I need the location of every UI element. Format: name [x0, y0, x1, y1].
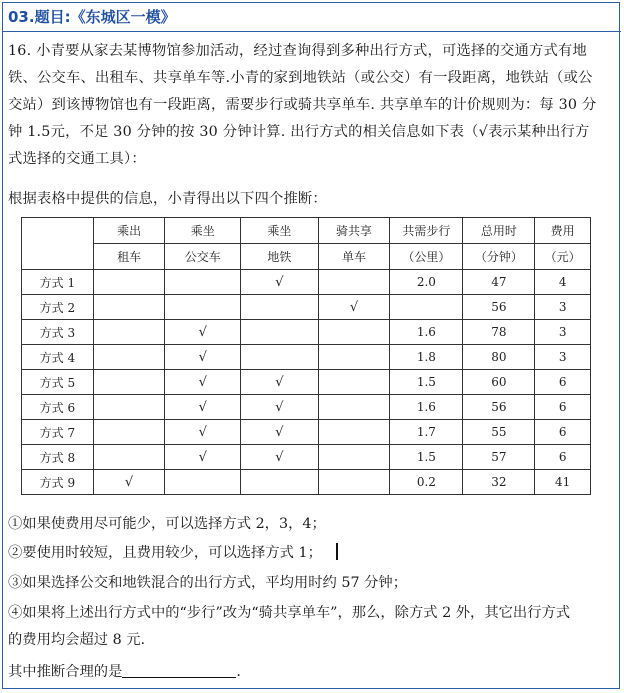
- row-name: 方式 9: [22, 470, 94, 495]
- header-corner: [22, 218, 94, 270]
- cell-time: 47: [463, 270, 535, 295]
- statement-1: ①如果使费用尽可能少，可以选择方式 2，3，4；: [8, 516, 326, 532]
- table-row: [22, 470, 591, 495]
- cell-subway: √: [241, 420, 319, 445]
- cell-time: 60: [463, 370, 535, 395]
- table-row: [22, 345, 591, 370]
- cell-cost: 3: [535, 345, 591, 370]
- header-bus: 乘坐: [165, 218, 241, 244]
- cell-bus: √: [165, 370, 241, 395]
- cell-bus: [165, 470, 241, 495]
- header-bike: 骑共享: [318, 218, 390, 244]
- table-row: [22, 420, 591, 445]
- table-header-row-1: [22, 218, 591, 244]
- cell-bus: √: [165, 345, 241, 370]
- cell-cost: 4: [535, 270, 591, 295]
- cell-walk: 1.8: [390, 345, 463, 370]
- cell-time: 57: [463, 445, 535, 470]
- header-walk-line2: （公里）: [390, 244, 463, 270]
- table-row: [22, 445, 591, 470]
- cell-time: 80: [463, 345, 535, 370]
- cell-time: 32: [463, 470, 535, 495]
- cell-bike: [318, 420, 390, 445]
- cell-cost: 6: [535, 445, 591, 470]
- row-name: 方式 3: [22, 320, 94, 345]
- cell-cost: 6: [535, 395, 591, 420]
- question-lead: 根据表格中提供的信息，小青得出以下四个推断：: [8, 191, 327, 207]
- cell-walk: [390, 295, 463, 320]
- cell-taxi: √: [93, 470, 165, 495]
- header-time: 总用时: [463, 218, 535, 244]
- cell-bike: [318, 395, 390, 420]
- table-row: [22, 270, 591, 295]
- header-time-line2: （分钟）: [463, 244, 535, 270]
- cell-subway: √: [241, 445, 319, 470]
- cell-bus: √: [165, 445, 241, 470]
- row-name: 方式 6: [22, 395, 94, 420]
- cell-subway: [241, 470, 319, 495]
- cell-bus: [165, 270, 241, 295]
- cell-cost: 41: [535, 470, 591, 495]
- cell-bike: [318, 270, 390, 295]
- cell-subway: [241, 320, 319, 345]
- cell-cost: 6: [535, 420, 591, 445]
- statement-4-line: ④如果将上述出行方式中的“步行”改为“骑共享单车”，那么，除方式 2 外，其它出行方式: [8, 605, 571, 621]
- table-row: [22, 395, 591, 420]
- cell-bus: √: [165, 395, 241, 420]
- cell-cost: 6: [535, 370, 591, 395]
- question-line: 16. 小青要从家去某博物馆参加活动，经过查询得到多种出行方式，可选择的交通方式有地: [8, 43, 587, 59]
- question-line: 式选择的交通工具）：: [8, 151, 146, 167]
- header-walk: 共需步行: [390, 218, 463, 244]
- cell-taxi: [93, 295, 165, 320]
- cell-walk: 0.2: [390, 470, 463, 495]
- row-name: 方式 1: [22, 270, 94, 295]
- statement-4: [8, 600, 614, 654]
- question-line: 交站）到该博物馆也有一段距离，需要步行或骑共享单车. 共享单车的计价规则为：每 30 分: [8, 97, 597, 113]
- answer-blank[interactable]: [122, 663, 236, 678]
- header-taxi-line2: 租车: [93, 244, 165, 270]
- question-text: [8, 38, 614, 173]
- text-cursor: [336, 543, 338, 560]
- question-title: 03.题目:《东城区一模》: [8, 8, 176, 26]
- question-line: 铁、公交车、出租车、共享单车等.小青的家到地铁站（或公交）有一段距离，地铁站（或公: [8, 70, 593, 86]
- table-row: [22, 295, 591, 320]
- cell-walk: 1.5: [390, 370, 463, 395]
- cell-bike: [318, 320, 390, 345]
- cell-bike: √: [318, 295, 390, 320]
- header-subway-line2: 地铁: [241, 244, 319, 270]
- row-name: 方式 2: [22, 295, 94, 320]
- row-name: 方式 8: [22, 445, 94, 470]
- question-line: 钟 1.5元，不足 30 分钟的按 30 分钟计算. 出行方式的相关信息如下表（√表示某种出行方: [8, 124, 590, 140]
- cell-walk: 1.6: [390, 320, 463, 345]
- cell-walk: 1.7: [390, 420, 463, 445]
- cell-bike: [318, 370, 390, 395]
- header-cost-line2: （元）: [535, 244, 591, 270]
- cell-taxi: [93, 370, 165, 395]
- cell-walk: 1.6: [390, 395, 463, 420]
- cell-subway: √: [241, 395, 319, 420]
- header-subway: 乘坐: [241, 218, 319, 244]
- statement-3: ③如果选择公交和地铁混合的出行方式，平均用时约 57 分钟；: [8, 575, 407, 591]
- cell-bus: √: [165, 420, 241, 445]
- cell-subway: √: [241, 270, 319, 295]
- title-divider: [3, 31, 621, 32]
- header-bike-line2: 单车: [318, 244, 390, 270]
- cell-subway: [241, 295, 319, 320]
- row-name: 方式 7: [22, 420, 94, 445]
- statement-2-text: ②要使用时较短，且费用较少，可以选择方式 1；: [8, 545, 322, 561]
- cell-taxi: [93, 420, 165, 445]
- cell-time: 56: [463, 295, 535, 320]
- cell-time: 56: [463, 395, 535, 420]
- cell-cost: 3: [535, 320, 591, 345]
- cell-time: 55: [463, 420, 535, 445]
- cell-taxi: [93, 345, 165, 370]
- row-name: 方式 5: [22, 370, 94, 395]
- table-header-row-2: [22, 244, 591, 270]
- cell-taxi: [93, 395, 165, 420]
- cell-taxi: [93, 445, 165, 470]
- cell-walk: 1.5: [390, 445, 463, 470]
- table-row: [22, 370, 591, 395]
- cell-bike: [318, 345, 390, 370]
- answer-prompt: [8, 659, 614, 686]
- table-row: [22, 320, 591, 345]
- header-bus-line2: 公交车: [165, 244, 241, 270]
- cell-subway: [241, 345, 319, 370]
- answer-prompt-end: .: [236, 664, 241, 680]
- header-taxi: 乘出: [93, 218, 165, 244]
- cell-bike: [318, 445, 390, 470]
- answer-prompt-text: 其中推断合理的是: [8, 664, 123, 680]
- row-name: 方式 4: [22, 345, 94, 370]
- travel-options-table: [21, 217, 591, 495]
- cell-taxi: [93, 320, 165, 345]
- cell-bus: √: [165, 320, 241, 345]
- cell-taxi: [93, 270, 165, 295]
- cell-walk: 2.0: [390, 270, 463, 295]
- header-cost: 费用: [535, 218, 591, 244]
- statement-2: [8, 540, 614, 567]
- cell-bike: [318, 470, 390, 495]
- cell-bus: [165, 295, 241, 320]
- cell-time: 78: [463, 320, 535, 345]
- statement-4-line: 的费用均会超过 8 元.: [8, 632, 146, 648]
- cell-cost: 3: [535, 295, 591, 320]
- cell-subway: √: [241, 370, 319, 395]
- table-body: [22, 270, 591, 495]
